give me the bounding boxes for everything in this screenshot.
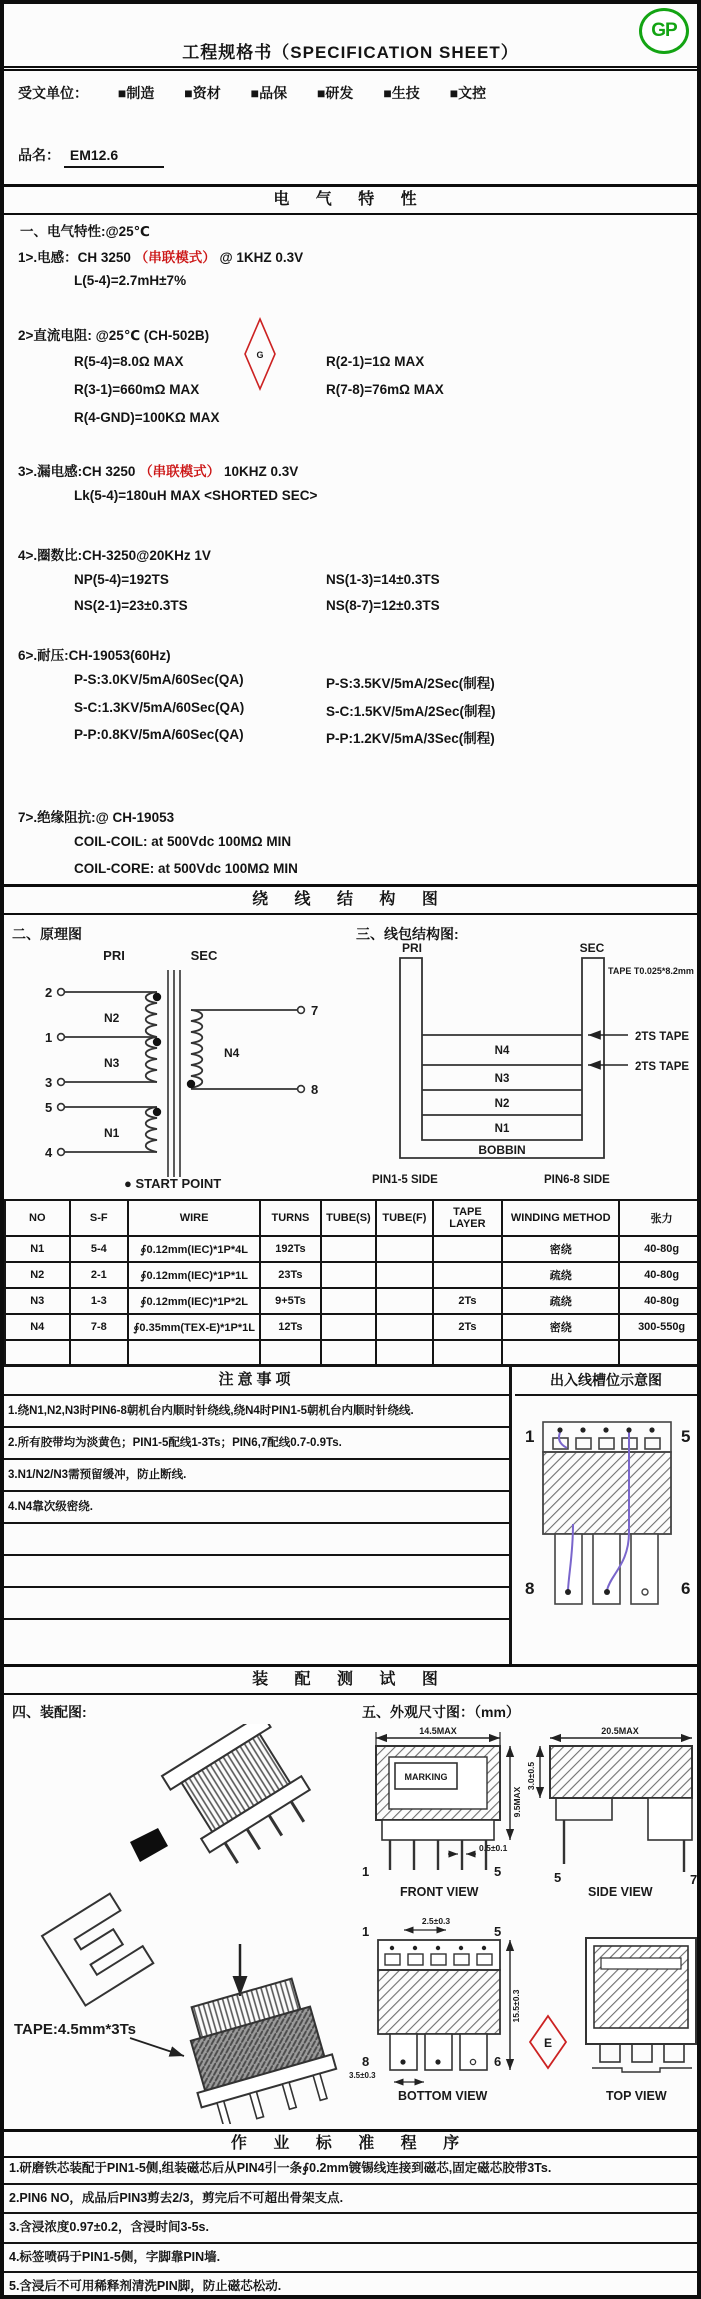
package-title: 三、线包结构图: [356,926,459,942]
bottom-pitch-dim: 2.5±0.3 [421,1916,451,1926]
assembly-title: 四、装配图: [12,1704,87,1720]
package-sec-label: SEC [579,941,605,955]
turns-value: NP(5-4)=192TS [74,572,169,587]
front-width-dim: 14.5MAX [419,1726,457,1736]
note-item-empty [4,1620,509,1650]
gp-logo-text: GP [651,20,677,41]
notes-title: 注意事项 [4,1366,509,1396]
dcr-value: R(5-4)=8.0Ω MAX [74,354,184,369]
schematic-pin5-label: 5 [45,1100,53,1115]
pin1-5-side-label: PIN1-5 SIDE [372,1174,438,1186]
leakage-pre: 3>.漏电感:CH 3250 [18,464,136,479]
procedure-item: 1.研磨铁芯装配于PIN1-5侧,组装磁芯后从PIN4引一条∮0.2mm镀锡线连接到磁芯,固定磁芯胶带3Ts. [4,2155,697,2185]
slot-pin1-label: 1 [525,1427,535,1446]
section-winding-title: 绕 线 结 构 图 [4,884,697,915]
col-wire: WIRE [128,1200,260,1236]
tape-2ts-label: 2TS TAPE [635,1031,690,1043]
section-assembly-title: 装 配 测 试 图 [4,1664,697,1695]
schematic-pin7-label: 7 [311,1003,319,1018]
schematic-n4-label: N4 [224,1046,240,1060]
tape-spec-label: TAPE T0.025*8.2mm [608,966,694,976]
turns-ratio-title: 4>.圈数比:CH-3250@20KHz 1V [18,548,211,563]
header [4,4,697,71]
hipot-value: S-C:1.5KV/5mA/2Sec(制程) [326,704,496,719]
front-pin1-label: 1 [362,1864,370,1879]
dcr-value: R(4-GND)=100KΩ MAX [74,410,220,425]
bottom-height-dim: 15.5±0.3 [511,1989,521,2023]
layer-n1-label: N1 [494,1123,510,1135]
tape-callout-arrow-icon [130,2038,184,2056]
hipot-value: P-P:0.8KV/5mA/60Sec(QA) [74,727,244,742]
pin6-8-side-label: PIN6-8 SIDE [544,1174,610,1186]
top-view-label: TOP VIEW [606,2089,667,2103]
bottom-pin5-label: 5 [494,1924,502,1939]
front-view-drawing [362,1726,522,1899]
recipient-qa: ■品保 [250,85,288,101]
e-stamp-diamond-icon [530,2016,566,2068]
qa-stamp-diamond-icon [242,316,278,392]
side-width-dim: 20.5MAX [601,1726,639,1736]
recipients-label: 受文单位： [18,85,88,101]
section-procedure-title: 作 业 标 准 程 序 [4,2129,697,2158]
procedure-item: 2.PIN6 NO，成品后PIN3剪去2/3，剪完后不可超出骨架支点. [4,2185,697,2215]
note-item: 4.N4靠次级密绕. [4,1492,509,1524]
start-point-label: ● START POINT [124,1176,222,1191]
table-row: N1 5-4 ∮0.12mm(IEC)*1P*4L 192Ts 密绕 40-80g [5,1236,701,1262]
note-item-empty [4,1524,509,1556]
table-row: N3 1-3 ∮0.12mm(IEC)*1P*2L 9+5Ts 2Ts 疏绕 40-80g [5,1288,701,1314]
wound-bobbin-drawing [162,1724,322,1873]
recipient-manufacturing: ■制造 [117,85,155,101]
marking-label: MARKING [404,1772,448,1782]
schematic-n2-label: N2 [104,1011,120,1025]
note-item: 1.绕N1,N2,N3时PIN6-8朝机台内顺时针绕线,绕N4时PIN1-5朝机台内顺时针绕线. [4,1396,509,1428]
bottom-pin8-label: 8 [362,2054,370,2069]
product-name: EM12.6 [64,147,164,168]
col-tube-f: TUBE(F) [376,1200,432,1236]
schematic-sec-label: SEC [190,948,218,963]
inductance-post: @ 1KHZ 0.3V [219,250,304,265]
schematic-n3-label: N3 [104,1056,120,1070]
notes-panel [4,1366,512,1666]
product-label: 品名： [18,147,60,163]
turns-value: NS(2-1)=23±0.3TS [74,598,188,613]
side-view-label: SIDE VIEW [588,1885,653,1899]
table-row-empty [5,1340,701,1366]
side-pin5-label: 5 [554,1870,562,1885]
insulation-title: 7>.绝缘阻抗:@ CH-19053 [18,810,175,825]
note-item: 3.N1/N2/N3需预留缓冲，防止断线. [4,1460,509,1492]
procedure-item: 3.含浸浓度0.97±0.2，含浸时间3-5s. [4,2214,697,2244]
product-row [18,145,164,168]
hipot-title: 6>.耐压:CH-19053(60Hz) [18,648,171,663]
assembly-exploded-diagram [12,1724,347,2124]
bottom-offset-dim: 3.5±0.3 [349,2071,376,2080]
inductance-mode: （串联模式） [134,250,216,265]
assembly-section [4,1692,697,2129]
page-title: 工程规格书（SPECIFICATION SHEET） [182,43,519,62]
dcr-value: R(2-1)=1Ω MAX [326,354,425,369]
schematic-pin1-label: 1 [45,1030,53,1045]
slot-diagram [515,1404,701,1636]
notes-block [4,1364,697,1666]
schematic-pin2-label: 2 [45,985,53,1000]
top-view-drawing [586,1938,696,2103]
qa-stamp-letter: G [256,350,264,360]
col-sf: S-F [70,1200,129,1236]
schematic-pin4-label: 4 [45,1145,53,1160]
note-item: 2.所有胶带均为淡黄色；PIN1-5配线1-3Ts；PIN6,7配线0.7-0.9Ts. [4,1428,509,1460]
layer-n4-label: N4 [494,1045,510,1057]
dcr-title: 2>直流电阻: @25℃ (CH-502B) [18,328,210,343]
schematic-pri-label: PRI [103,948,125,963]
recipient-materials: ■资材 [184,85,221,101]
tape-callout-label: TAPE:4.5mm*3Ts [14,2021,136,2038]
dimensions-title: 五、外观尺寸图：（mm） [362,1704,520,1720]
note-item-empty [4,1588,509,1620]
hipot-value: S-C:1.3KV/5mA/60Sec(QA) [74,700,245,715]
col-tube-s: TUBE(S) [321,1200,376,1236]
inductance-pre: 1>.电感：CH 3250 [18,250,131,265]
winding-table [4,1199,701,1367]
schematic-n1-label: N1 [104,1126,120,1140]
recipient-rnd: ■研发 [316,85,354,101]
gp-logo-icon [639,8,689,54]
schematic-pin3-label: 3 [45,1075,53,1090]
meta-block [4,71,697,184]
layer-n2-label: N2 [494,1098,510,1110]
dcr-value: R(3-1)=660mΩ MAX [74,382,200,397]
col-turns: TURNS [260,1200,321,1236]
recipient-engineering: ■生技 [383,85,420,101]
slot-pin6-label: 6 [681,1579,691,1598]
tape-2ts-label: 2TS TAPE [635,1061,690,1073]
front-pin-dim: 0.5±0.1 [479,1843,508,1853]
table-row: N4 7-8 ∮0.35mm(TEX-E)*1P*1L 12Ts 2Ts 密绕 300-550g [5,1314,701,1340]
table-header-row [5,1200,701,1236]
front-height-dim: 9.5MAX [512,1786,522,1818]
leakage-line [18,460,298,480]
winding-diagrams [4,912,697,1199]
procedure-block [4,2155,697,2299]
bobbin-label: BOBBIN [478,1143,526,1157]
hipot-value: P-S:3.5KV/5mA/2Sec(制程) [326,676,495,691]
bottom-view-drawing [349,1916,521,2103]
front-pin5-label: 5 [494,1864,502,1879]
side-view-drawing [526,1726,697,1899]
side-height-dim: 3.0±0.5 [526,1761,536,1791]
turns-value: NS(8-7)=12±0.3TS [326,598,440,613]
package-structure-diagram [352,940,701,1196]
recipient-doc-control: ■文控 [449,85,487,101]
dcr-value: R(7-8)=76mΩ MAX [326,382,444,397]
slot-diagram-title: 出入线槽位示意图 [515,1366,697,1396]
procedure-item: 4.标签喷码于PIN1-5侧，字脚靠PIN墙. [4,2244,697,2274]
leakage-value: Lk(5-4)=180uH MAX <SHORTED SEC> [74,488,318,503]
schematic-pin8-label: 8 [311,1082,319,1097]
dimension-views-diagram [348,1724,701,2124]
e-core-drawing [42,1894,153,2006]
recipients-row [18,83,512,103]
bottom-pin1-label: 1 [362,1924,370,1939]
assembled-transformer-drawing [174,1974,343,2124]
col-no: NO [5,1200,70,1236]
col-tape-layer: TAPE LAYER [433,1200,503,1236]
schematic-title: 二、原理图 [12,926,82,942]
bottom-pin6-label: 6 [494,2054,502,2069]
col-tension: 张力 [619,1200,701,1236]
secondary-winding [191,1010,299,1089]
insulation-line1: COIL-COIL: at 500Vdc 100MΩ MIN [74,834,292,849]
core-gap-piece [130,1828,168,1862]
inductance-value: L(5-4)=2.7mH±7% [74,273,187,288]
leakage-post: 10KHZ 0.3V [223,464,299,479]
package-pri-label: PRI [401,941,423,955]
slot-pin8-label: 8 [525,1579,535,1598]
insulation-line2: COIL-CORE: at 500Vdc 100MΩ MIN [74,861,298,876]
leakage-mode: （串联模式） [139,464,221,479]
electrical-section [4,212,697,884]
section-electrical-title: 电 气 特 性 [4,184,697,215]
hipot-value: P-P:1.2KV/5mA/3Sec(制程) [326,731,495,746]
hipot-value: P-S:3.0KV/5mA/60Sec(QA) [74,672,244,687]
front-view-label: FRONT VIEW [400,1885,479,1899]
procedure-item: 5.含浸后不可用稀释剂清洗PIN脚，防止磁芯松动. [4,2273,697,2299]
turns-value: NS(1-3)=14±0.3TS [326,572,440,587]
inductance-line [18,246,303,266]
col-winding-method: WINDING METHOD [502,1200,619,1236]
note-item-empty [4,1556,509,1588]
schematic-diagram [19,942,349,1194]
bottom-view-label: BOTTOM VIEW [398,2089,488,2103]
electrical-heading: 一、电气特性:@25℃ [20,224,151,239]
slot-diagram-panel [515,1366,697,1666]
e-stamp-letter: E [543,2036,553,2050]
layer-n3-label: N3 [494,1073,510,1085]
table-row: N2 2-1 ∮0.12mm(IEC)*1P*1L 23Ts 疏绕 40-80g [5,1262,701,1288]
side-pin7-label: 7 [690,1872,698,1887]
slot-pin5-label: 5 [681,1427,691,1446]
